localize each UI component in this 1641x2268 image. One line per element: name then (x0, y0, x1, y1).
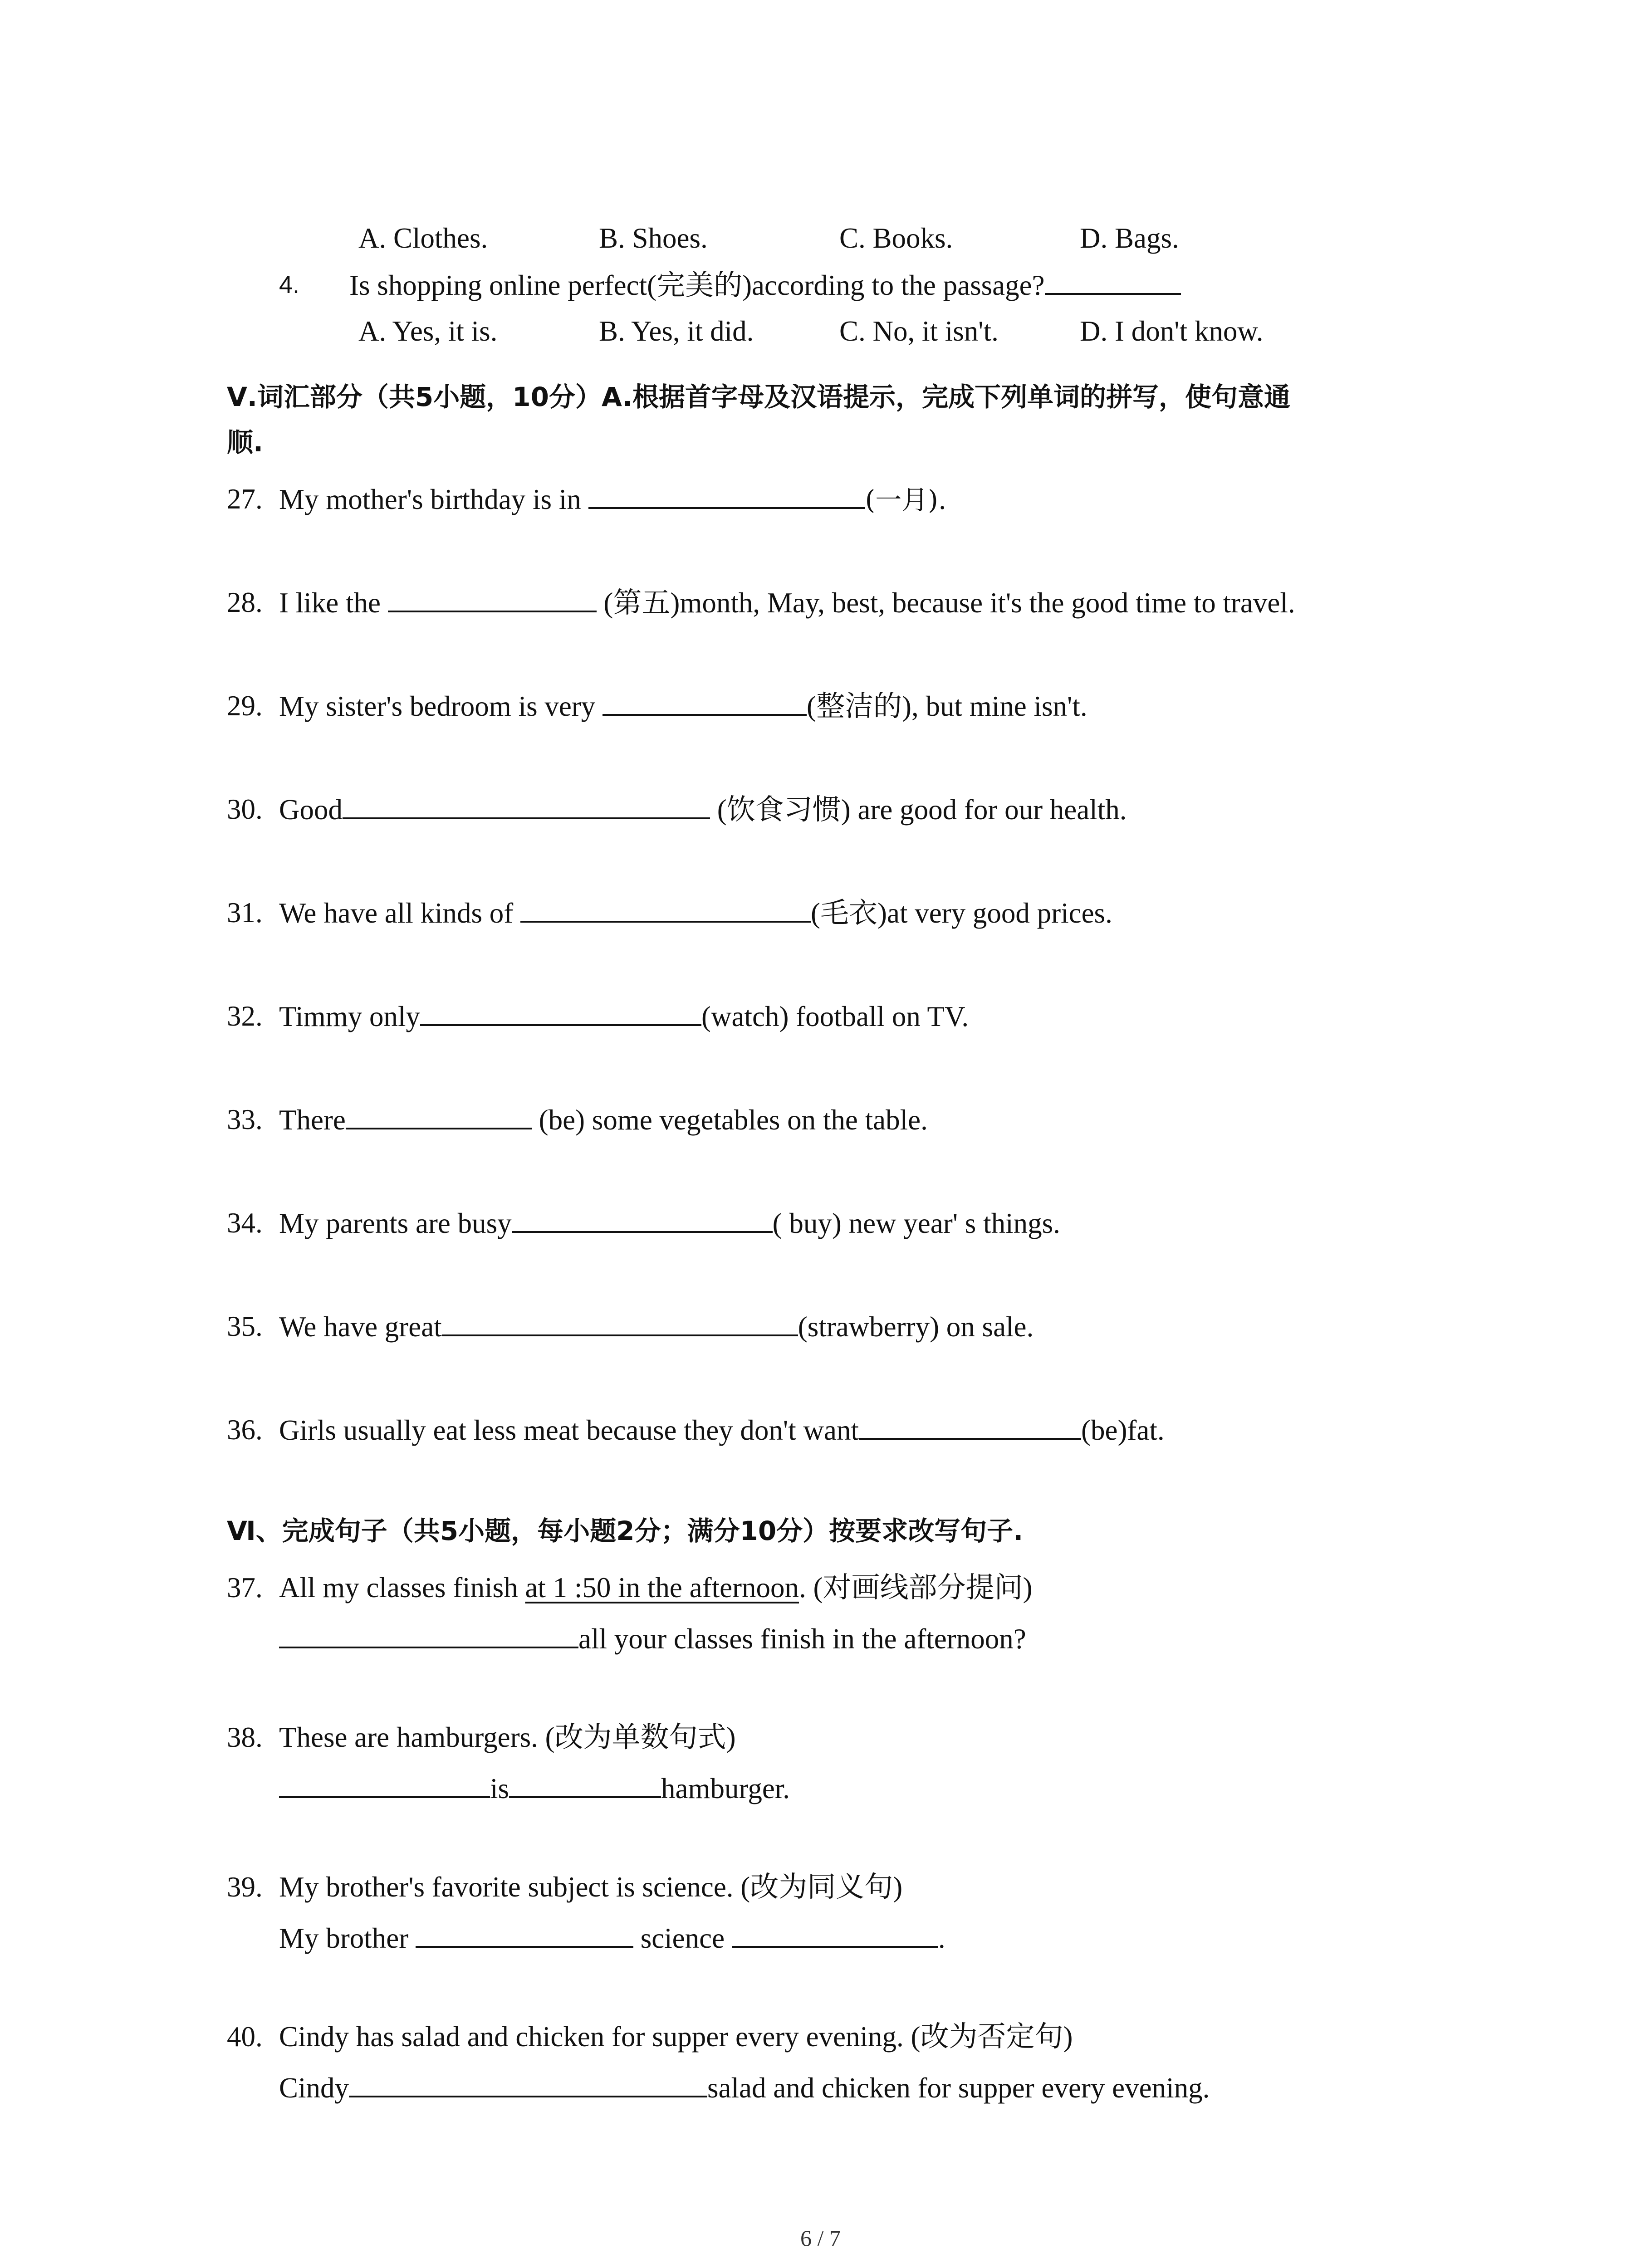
item-hint: (饮食习惯) are good for our health. (710, 794, 1127, 826)
item-hint: (第五)month, May, best, because it's the good time to travel. (596, 587, 1295, 619)
q4-option-b: B. Yes, it did. (599, 315, 754, 347)
answer-blank[interactable] (442, 1308, 798, 1336)
q3-option-d: D. Bags. (1080, 222, 1179, 254)
item-number: 36. (227, 1414, 263, 1446)
q3-option-c: C. Books. (839, 222, 953, 254)
answer-blank[interactable] (388, 584, 597, 612)
q4-number: 4. (279, 271, 300, 298)
q4-option-d: D. I don't know. (1080, 315, 1264, 347)
item-text: All my classes finish (279, 1572, 525, 1603)
item-number: 39. (227, 1871, 263, 1903)
item-hint: ( buy) new year' s things. (772, 1207, 1060, 1239)
answer-blank[interactable] (343, 791, 710, 819)
item-hint: (strawberry) on sale. (798, 1311, 1034, 1343)
item-number: 37. (227, 1572, 263, 1603)
answer-blank[interactable] (509, 1770, 661, 1798)
item-text: Cindy has salad and chicken for supper every evening. (改为否定句) (279, 2021, 1073, 2053)
item-hint: (一月). (865, 484, 947, 515)
item-number: 34. (227, 1207, 263, 1239)
answer-blank[interactable] (416, 1920, 633, 1948)
item-hint: (be) some vegetables on the table. (531, 1104, 928, 1136)
answer-blank[interactable] (279, 1770, 490, 1798)
item-text: We have great (279, 1311, 442, 1343)
q4-option-a: A. Yes, it is. (358, 315, 498, 347)
item-text: There (279, 1104, 346, 1136)
q4-answer-blank[interactable] (1045, 267, 1181, 295)
item-text: Timmy only (279, 1001, 421, 1032)
item-text: We have all kinds of (279, 897, 521, 929)
item-text: My sister's bedroom is very (279, 690, 603, 722)
answer-blank[interactable] (279, 1620, 578, 1648)
item-text: These are hamburgers. (改为单数句式) (279, 1721, 736, 1753)
answer-blank[interactable] (512, 1205, 773, 1233)
item-text: My mother's birthday is in (279, 484, 588, 515)
section5-heading-line2: 顺. (227, 427, 264, 458)
answer-text: all your classes finish in the afternoon? (578, 1623, 1026, 1655)
answer-text: My brother (279, 1922, 416, 1954)
answer-text: Cindy (279, 2072, 349, 2104)
section6-heading: Ⅵ、完成句子（共5小题，每小题2分；满分10分）按要求改写句子. (227, 1515, 1024, 1546)
q4-option-c: C. No, it isn't. (839, 315, 999, 347)
item-number: 28. (227, 587, 263, 618)
answer-blank[interactable] (346, 1101, 532, 1129)
q4-text: Is shopping online perfect(完美的)according to the passage? (349, 269, 1045, 301)
item-instruction: . (对画线部分提问) (799, 1572, 1033, 1603)
section5-heading-line1: Ⅴ.词汇部分（共5小题，10分）A.根据首字母及汉语提示，完成下列单词的拼写，使句意通 (227, 381, 1290, 412)
answer-text: salad and chicken for supper every evening. (707, 2072, 1210, 2104)
item-text: Girls usually eat less meat because they don't want (279, 1414, 859, 1446)
item-number: 38. (227, 1721, 263, 1753)
answer-blank[interactable] (732, 1920, 938, 1948)
item-number: 35. (227, 1310, 263, 1342)
item-text: Good (279, 794, 343, 826)
answer-text: hamburger. (661, 1773, 790, 1804)
answer-blank[interactable] (349, 2069, 707, 2097)
q3-option-b: B. Shoes. (599, 222, 708, 254)
item-hint: (毛衣)at very good prices. (811, 897, 1112, 929)
page-number: 6 / 7 (800, 2225, 841, 2251)
underlined-phrase: at 1 :50 in the afternoon (525, 1572, 799, 1603)
answer-blank[interactable] (520, 894, 811, 923)
item-text: My parents are busy (279, 1207, 512, 1239)
item-number: 33. (227, 1104, 263, 1135)
item-number: 29. (227, 690, 263, 722)
answer-blank[interactable] (603, 688, 807, 716)
answer-blank[interactable] (859, 1412, 1081, 1440)
answer-blank[interactable] (420, 998, 701, 1026)
answer-blank[interactable] (588, 481, 865, 509)
item-number: 27. (227, 483, 263, 515)
item-number: 31. (227, 897, 263, 929)
item-number: 30. (227, 793, 263, 825)
item-text: I like the (279, 587, 388, 619)
q3-option-a: A. Clothes. (358, 222, 488, 254)
item-hint: (be)fat. (1081, 1414, 1165, 1446)
item-text: My brother's favorite subject is science. (改为同义句) (279, 1871, 903, 1903)
item-hint: (整洁的), but mine isn't. (807, 690, 1087, 722)
answer-text: . (938, 1922, 945, 1954)
item-number: 32. (227, 1000, 263, 1032)
item-hint: (watch) football on TV. (701, 1001, 969, 1032)
item-number: 40. (227, 2021, 263, 2053)
answer-text: science (633, 1922, 732, 1954)
answer-text: is (490, 1773, 509, 1804)
